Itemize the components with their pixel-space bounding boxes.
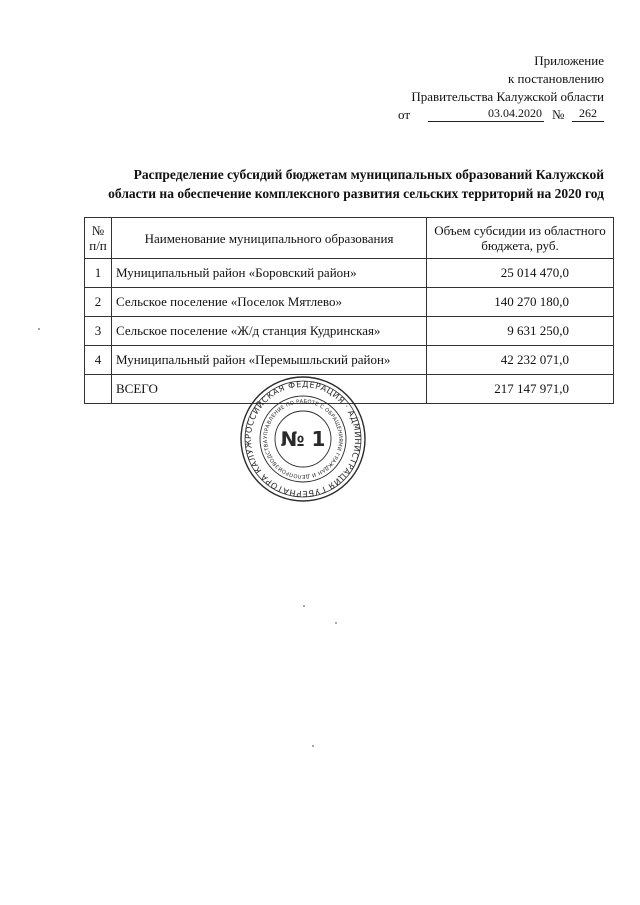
table-row — [85, 346, 614, 375]
official-seal — [238, 374, 368, 504]
row-amount: 25 014 470,0 — [427, 259, 614, 288]
title-line-1: Распределение субсидий бюджетам муниципальных образований Калужской — [133, 167, 604, 182]
resolution-number: 262 — [572, 104, 604, 122]
row-amount: 9 631 250,0 — [427, 317, 614, 346]
header-name: Наименование муниципального образования — [112, 218, 427, 259]
resolution-date: 03.04.2020 — [428, 104, 544, 122]
row-num: 1 — [85, 259, 112, 288]
appendix-title: Приложение — [534, 53, 604, 68]
appendix-date-row — [304, 106, 604, 124]
number-sign: № — [552, 107, 565, 122]
title-line-2: области на обеспечение комплексного развития сельских территорий на 2020 год — [108, 186, 604, 201]
row-name: Муниципальный район «Боровский район» — [112, 259, 427, 288]
document-title — [84, 165, 604, 203]
appendix-resolution: к постановлению — [507, 71, 604, 86]
row-num: 4 — [85, 346, 112, 375]
scan-speck — [312, 745, 314, 747]
row-name: Сельское поселение «Поселок Мятлево» — [112, 288, 427, 317]
row-name: Сельское поселение «Ж/д станция Кудринская» — [112, 317, 427, 346]
scan-speck — [38, 328, 40, 330]
scan-speck — [303, 605, 305, 607]
table-row — [85, 288, 614, 317]
seal-graphic — [238, 374, 368, 504]
seal-inner-text: УПРАВЛЕНИЕ ПО РАБОТЕ С ОБРАЩЕНИЯМИ ГРАЖДАН И ДЕЛОПРОИЗВОДСТВА — [262, 398, 344, 480]
appendix-block — [304, 52, 604, 124]
header-amount: Объем субсидии из областного бюджета, руб. — [427, 218, 614, 259]
total-label: ВСЕГО — [112, 375, 427, 404]
row-name: Муниципальный район «Перемышльский район» — [112, 346, 427, 375]
table-header-row — [85, 218, 614, 259]
seal-outer-text: РОССИЙСКАЯ ФЕДЕРАЦИЯ · АДМИНИСТРАЦИЯ ГУБЕРНАТОРА КАЛУЖ — [242, 378, 364, 500]
total-num — [85, 375, 112, 404]
from-label: от — [398, 107, 411, 122]
seal-center-number: № 1 — [280, 427, 326, 451]
row-amount: 42 232 071,0 — [427, 346, 614, 375]
header-num: № п/п — [85, 218, 112, 259]
table-row — [85, 259, 614, 288]
row-amount: 140 270 180,0 — [427, 288, 614, 317]
table-row — [85, 317, 614, 346]
total-amount: 217 147 971,0 — [427, 375, 614, 404]
row-num: 3 — [85, 317, 112, 346]
row-num: 2 — [85, 288, 112, 317]
scan-speck — [335, 622, 337, 624]
appendix-government: Правительства Калужской области — [411, 89, 604, 104]
